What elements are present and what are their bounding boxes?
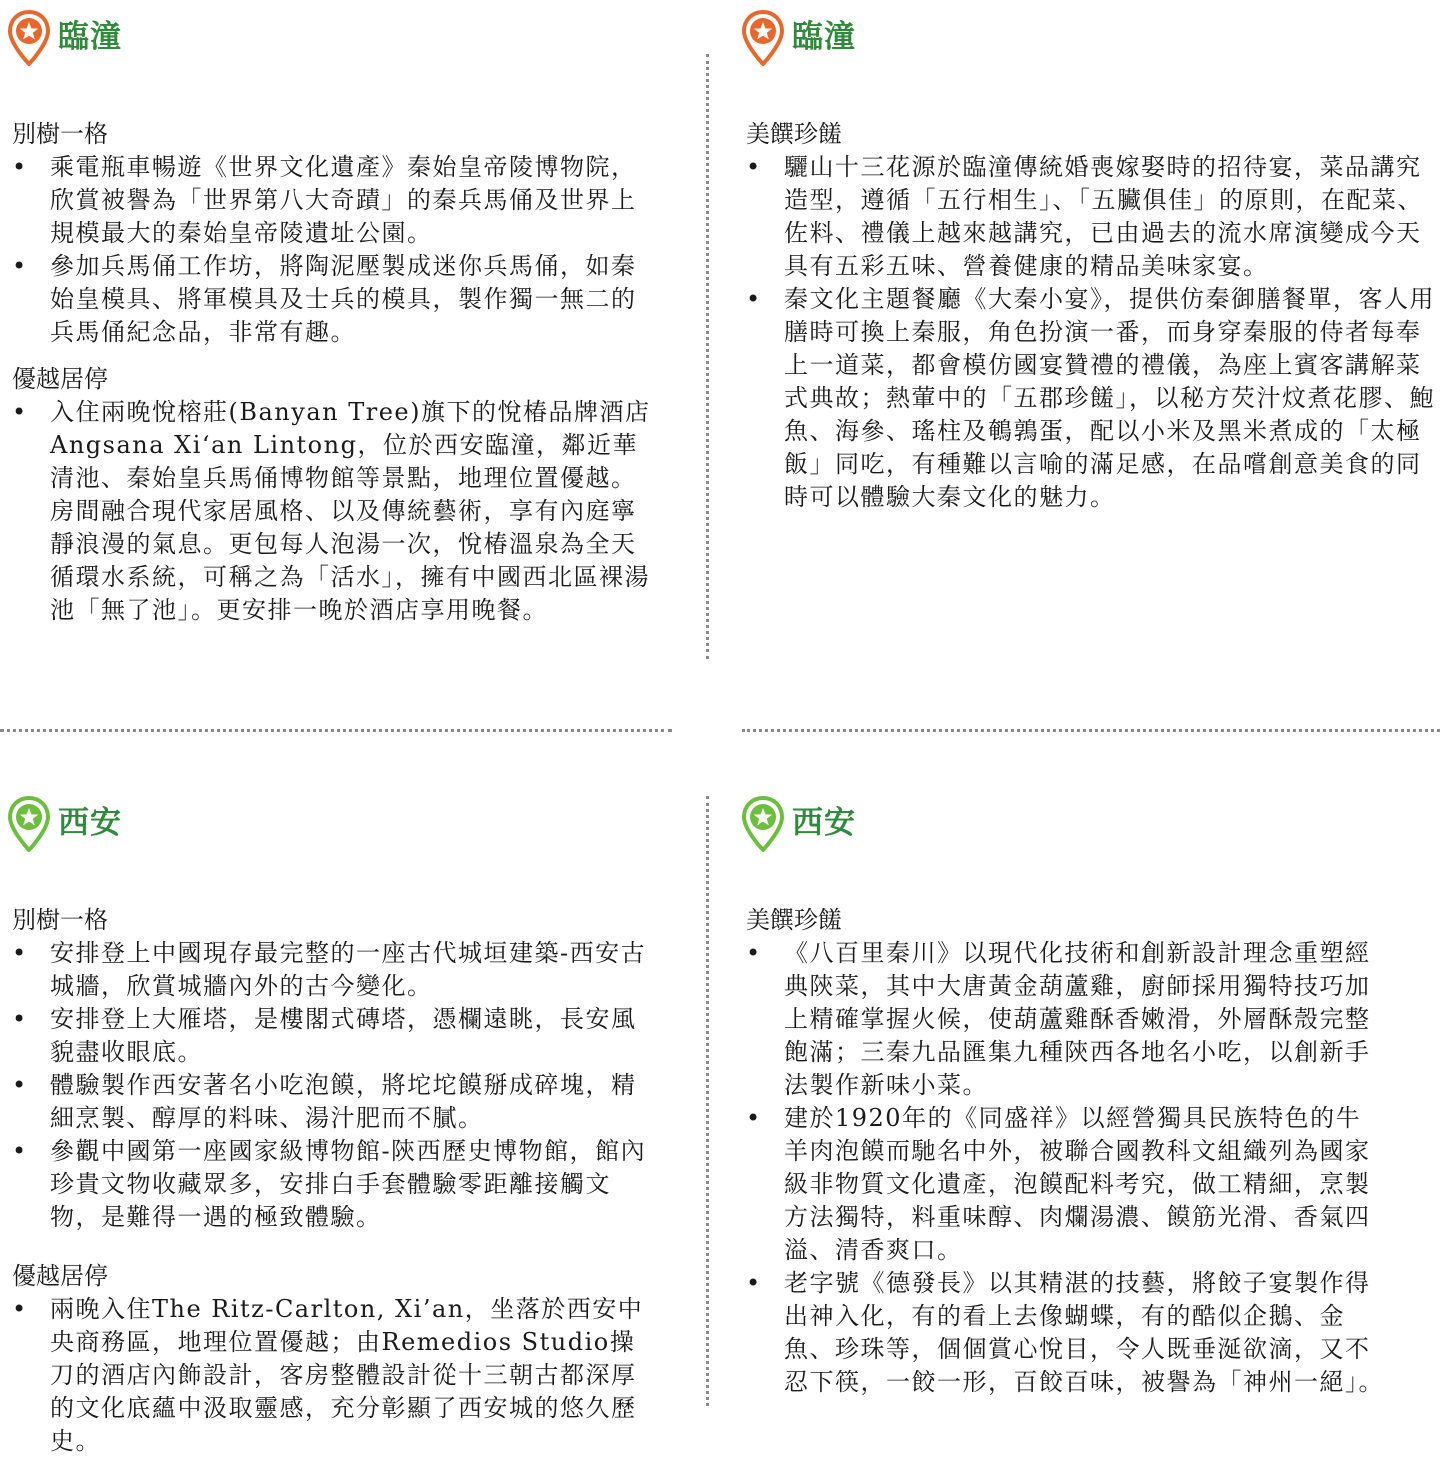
map-pin-star-icon [742,10,784,66]
location-header [8,796,688,852]
list-item: • 兩晚入住The Ritz-Carlton, Xi’an，坐落於西安中央商務區，地理位置優越；由Remedios Studio操刀的酒店內飾設計，客房整體設計從十三朝古都深厚的文化底蘊中汲取靈感，充分彰顯了西安城的悠久歷史。 [8,1293,660,1458]
map-pin-star-icon [8,10,50,66]
location-header [742,796,1440,852]
list-item: • 參觀中國第一座國家級博物館-陝西歷史博物館，館內珍貴文物收藏眾多，安排白手套體驗零距離接觸文物，是難得一遇的極致體驗。 [8,1135,660,1234]
list-item: • 《八百里秦川》以現代化技術和創新設計理念重塑經典陝菜，其中大唐黃金葫蘆雞，廚師採用獨特技巧加上精確掌握火候，使葫蘆雞酥香嫩滑，外層酥殼完整飽滿；三秦九品匯集九種陝西各地名小吃，以創新手法製作新味小菜。 [742,937,1384,1102]
bullet-list [8,151,688,349]
section-title-accommodation: 優越居停 [12,365,108,393]
map-pin-star-icon [742,796,784,852]
bullet-list [8,937,688,1234]
vertical-divider [706,54,709,659]
list-item: • 老字號《德發長》以其精湛的技藝，將餃子宴製作得出神入化，有的看上去像蝴蝶，有的酷似企鵝、金魚、珍珠等，個個賞心悅目，令人既垂涎欲滴，又不忍下筷，一餃一形，百餃百味，被譽為「神州一絕」。 [742,1267,1384,1399]
horizontal-divider [0,729,672,732]
panel-xian-activities [8,796,688,1458]
list-item: • 秦文化主題餐廳《大秦小宴》，提供仿秦御膳餐單，客人用膳時可換上秦服，角色扮演一番，而身穿秦服的侍者每奉上一道菜，都會模仿國宴贊禮的禮儀，為座上賓客講解菜式典故；熱葷中的「五郡珍饈」，以秘方芡汁炆煮花膠、鮑魚、海參、瑤柱及鵪鶉蛋，配以小米及黑米煮成的「太極飯」同吃，有種難以言喻的滿足感，在品嚐創意美食的同時可以體驗大秦文化的魅力。 [742,283,1438,514]
section-title-unique: 別樹一格 [12,906,108,934]
bullet-list [8,1293,688,1458]
list-item: • 驪山十三花源於臨潼傳統婚喪嫁娶時的招待宴，菜品講究造型，遵循「五行相生」、「五臟俱佳」的原則，在配菜、佐料、禮儀上越來越講究，已由過去的流水席演變成今天具有五彩五味、營養健康的精品美味家宴。 [742,151,1438,283]
panel-xian-dining [742,796,1440,1399]
location-header [742,10,1440,66]
horizontal-divider [742,729,1440,732]
list-item: • 安排登上大雁塔，是樓閣式磚塔，憑欄遠眺，長安風貌盡收眼底。 [8,1003,660,1069]
location-header [8,10,688,66]
bullet-list [742,151,1440,514]
map-pin-star-icon [8,796,50,852]
location-title: 西安 [58,804,122,841]
list-item: • 入住兩晚悅榕莊(Banyan Tree)旗下的悅椿品牌酒店Angsana Xi‘an Lintong，位於西安臨潼，鄰近華清池、秦始皇兵馬俑博物館等景點，地理位置優越。房間融合現代家居風格、以及傳統藝術，享有內庭寧靜浪漫的氣息。更包每人泡湯一次，悅椿溫泉為全天循環水系統，可稱之為「活水」，擁有中國西北區裸湯池「無了池」。更安排一晚於酒店享用晚餐。 [8,396,660,627]
location-title: 西安 [792,804,856,841]
panel-lintong-dining [742,10,1440,514]
bullet-list [8,396,688,627]
section-title-dining: 美饌珍饈 [746,120,842,148]
list-item: • 參加兵馬俑工作坊，將陶泥壓製成迷你兵馬俑，如秦始皇模具、將軍模具及士兵的模具，製作獨一無二的兵馬俑紀念品，非常有趣。 [8,250,660,349]
panel-lintong-activities [8,10,688,627]
list-item: • 體驗製作西安著名小吃泡饃，將坨坨饃掰成碎塊，精細烹製、醇厚的料味、湯汁肥而不膩。 [8,1069,660,1135]
list-item: • 乘電瓶車暢遊《世界文化遺產》秦始皇帝陵博物院，欣賞被譽為「世界第八大奇蹟」的秦兵馬俑及世界上規模最大的秦始皇帝陵遺址公園。 [8,151,660,250]
vertical-divider [706,796,709,1406]
section-title-unique: 別樹一格 [12,120,108,148]
location-title: 臨潼 [58,18,122,55]
section-title-accommodation: 優越居停 [12,1262,108,1290]
location-title: 臨潼 [792,18,856,55]
list-item: • 建於1920年的《同盛祥》以經營獨具民族特色的牛羊肉泡饃而馳名中外，被聯合國教科文組織列為國家級非物質文化遺產，泡饃配料考究，做工精細，烹製方法獨特，料重味醇、肉爛湯濃、饃筋光滑、香氣四溢、清香爽口。 [742,1102,1384,1267]
section-title-dining: 美饌珍饈 [746,906,842,934]
list-item: • 安排登上中國現存最完整的一座古代城垣建築-西安古城牆，欣賞城牆內外的古今變化。 [8,937,660,1003]
bullet-list [742,937,1440,1399]
